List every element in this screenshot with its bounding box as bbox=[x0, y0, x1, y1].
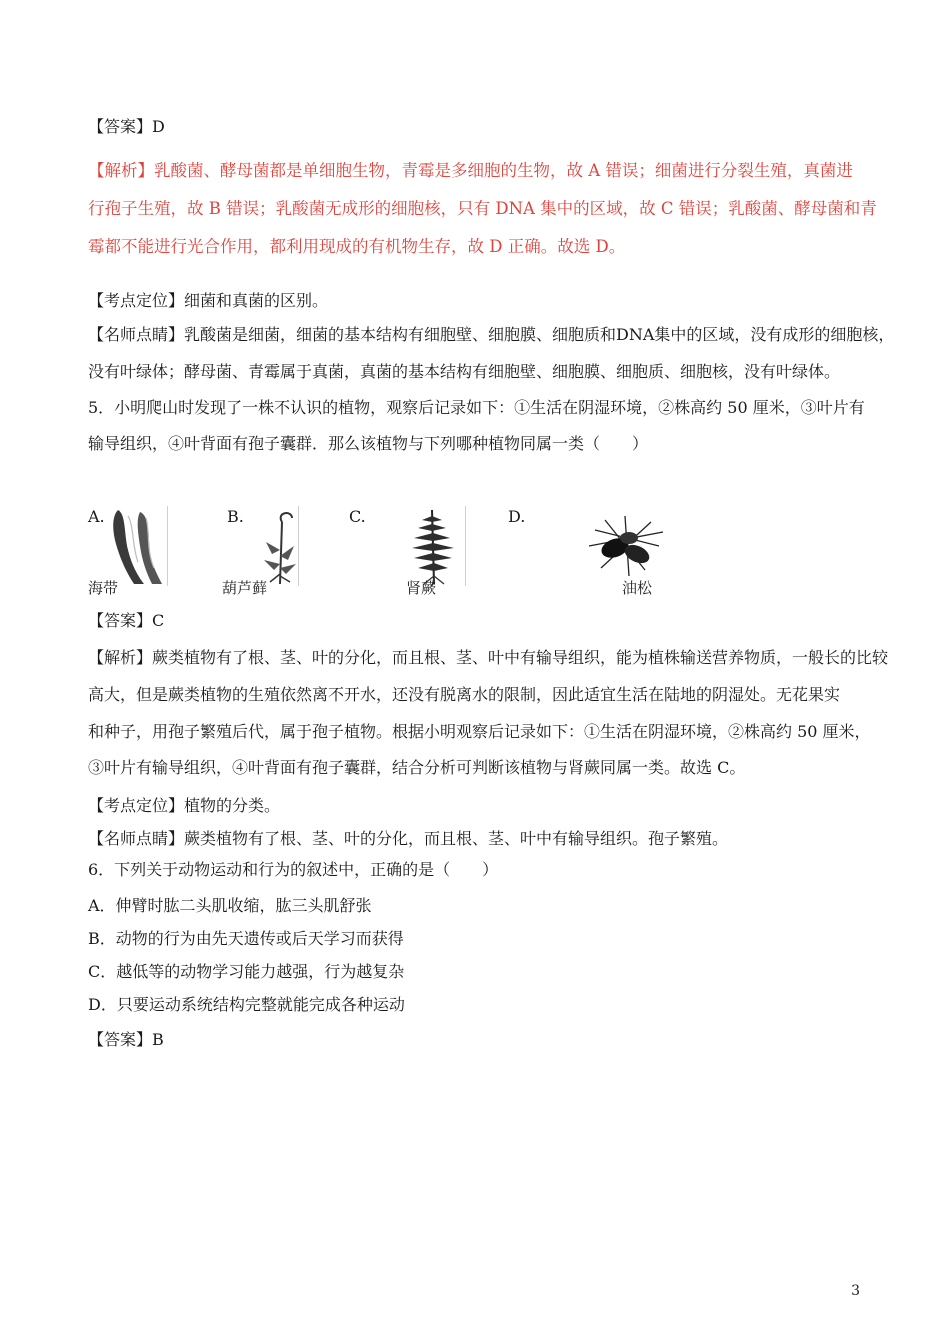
q4-dianjing-line-1: 【名师点睛】乳酸菌是细菌，细菌的基本结构有细胞壁、细胞膜、细胞质和DNA集中的区域，没有成形的细胞核， bbox=[88, 325, 895, 344]
q5-stem-line-2: 输导组织，④叶背面有孢子囊群．那么该植物与下列哪种植物同属一类（ ） bbox=[88, 434, 649, 453]
q5-analysis-line-4: ③叶片有输导组织，④叶背面有孢子囊群，结合分析可判断该植物与肾蕨同属一类。故选 C。 bbox=[88, 758, 746, 777]
divider-a bbox=[167, 506, 168, 586]
q5-option-b-label: B. bbox=[227, 507, 244, 526]
q5-analysis-line-2: 高大，但是蕨类植物的生殖依然离不开水，还没有脱离水的限制，因此适宜生活在陆地的阴湿处。无花果实 bbox=[88, 685, 841, 704]
q5-analysis-line-3: 和种子，用孢子繁殖后代，属于孢子植物。根据小明观察后记录如下：①生活在阴湿环境，②株高约 50 厘米， bbox=[88, 722, 871, 741]
q6-option-c: C．越低等的动物学习能力越强，行为越复杂 bbox=[88, 962, 405, 981]
q6-option-d: D．只要运动系统结构完整就能完成各种运动 bbox=[88, 995, 405, 1014]
q5-dianjing: 【名师点睛】蕨类植物有了根、茎、叶的分化，而且根、茎、叶中有输导组织。孢子繁殖。 bbox=[88, 829, 729, 848]
q4-kaodian: 【考点定位】细菌和真菌的区别。 bbox=[88, 291, 329, 310]
q4-answer: 【答案】D bbox=[88, 117, 165, 136]
q5-analysis-line-1: 【解析】蕨类植物有了根、茎、叶的分化，而且根、茎、叶中有输导组织，能为植株输送营养物质，一般长的比较 bbox=[88, 648, 889, 667]
q4-analysis-line-1: 【解析】乳酸菌、酵母菌都是单细胞生物，青霉是多细胞的生物，故 A 错误；细菌进行分裂生殖，真菌进 bbox=[88, 161, 853, 180]
q4-analysis-line-2: 行孢子生殖，故 B 错误；乳酸菌无成形的细胞核，只有 DNA 集中的区域，故 C 错误；乳酸菌、酵母菌和青 bbox=[88, 199, 877, 218]
q4-analysis-line-3: 霉都不能进行光合作用，都利用现成的有机物生存，故 D 正确。故选 D。 bbox=[88, 237, 626, 256]
q4-dianjing-line-2: 没有叶绿体；酵母菌、青霉属于真菌，真菌的基本结构有细胞壁、细胞膜、细胞质、细胞核，没有叶绿体。 bbox=[88, 362, 841, 381]
q6-stem: 6．下列关于动物运动和行为的叙述中，正确的是（ ） bbox=[88, 860, 499, 879]
q5-option-d-label: D. bbox=[508, 507, 526, 526]
page-number: 3 bbox=[851, 1283, 860, 1299]
divider-c bbox=[465, 506, 466, 586]
q5-kaodian: 【考点定位】植物的分类。 bbox=[88, 796, 281, 815]
pine-image bbox=[585, 510, 667, 582]
q5-stem-line-1: 5．小明爬山时发现了一株不认识的植物，观察后记录如下：①生活在阴湿环境，②株高约 50 厘米，③叶片有 bbox=[88, 398, 865, 417]
fern-image bbox=[402, 506, 464, 588]
q6-option-b: B．动物的行为由先天遗传或后天学习而获得 bbox=[88, 929, 404, 948]
divider-b bbox=[298, 506, 299, 586]
caption-d: 油松 bbox=[622, 579, 653, 597]
q5-option-a-label: A. bbox=[88, 507, 105, 526]
q6-option-a: A．伸臂时肱二头肌收缩，肱三头肌舒张 bbox=[88, 896, 372, 915]
kelp-image bbox=[104, 506, 170, 586]
caption-b: 葫芦藓 bbox=[222, 579, 268, 597]
caption-a: 海带 bbox=[88, 579, 119, 597]
caption-c: 肾蕨 bbox=[406, 579, 437, 597]
q5-option-c-label: C. bbox=[349, 507, 366, 526]
q6-answer: 【答案】B bbox=[88, 1030, 164, 1049]
q5-answer: 【答案】C bbox=[88, 611, 165, 630]
